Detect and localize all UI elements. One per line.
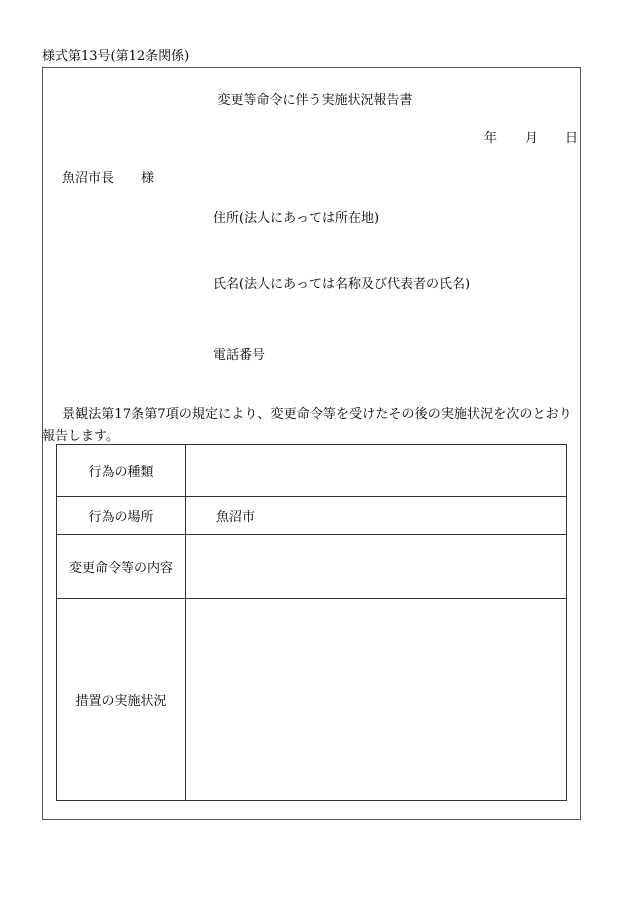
row-value-location[interactable]: 魚沼市 xyxy=(186,497,567,535)
row-label-type: 行為の種類 xyxy=(57,445,186,497)
address-field-label: 住所(法人にあっては所在地) xyxy=(213,211,380,226)
row-value-order-content[interactable] xyxy=(186,535,567,599)
report-table xyxy=(56,444,567,801)
body-text-line-1: 景観法第17条第7項の規定により、変更命令等を受けたその後の実施状況を次のとおり xyxy=(62,407,572,422)
row-value-type[interactable] xyxy=(186,445,567,497)
date-year-label: 年 xyxy=(484,131,498,146)
table-row-measures-status xyxy=(57,599,567,801)
name-field-label: 氏名(法人にあっては名称及び代表者の氏名) xyxy=(213,277,471,292)
row-value-measures-status[interactable] xyxy=(186,599,567,801)
form-number-label: 様式第13号(第12条関係) xyxy=(42,49,190,64)
table-row-order-content xyxy=(57,535,567,599)
addressee-name: 魚沼市長 xyxy=(62,171,115,186)
table-row-location xyxy=(57,497,567,535)
date-month-label: 月 xyxy=(525,131,539,146)
table-row-type xyxy=(57,445,567,497)
document-title: 変更等命令に伴う実施状況報告書 xyxy=(217,93,413,108)
addressee-honorific: 様 xyxy=(141,171,155,186)
date-day-label: 日 xyxy=(565,131,579,146)
body-text-line-2: 報告します。 xyxy=(42,429,119,444)
row-label-location: 行為の場所 xyxy=(57,497,186,535)
row-label-measures-status: 措置の実施状況 xyxy=(57,599,186,801)
phone-field-label: 電話番号 xyxy=(213,348,266,363)
row-label-order-content: 変更命令等の内容 xyxy=(57,535,186,599)
